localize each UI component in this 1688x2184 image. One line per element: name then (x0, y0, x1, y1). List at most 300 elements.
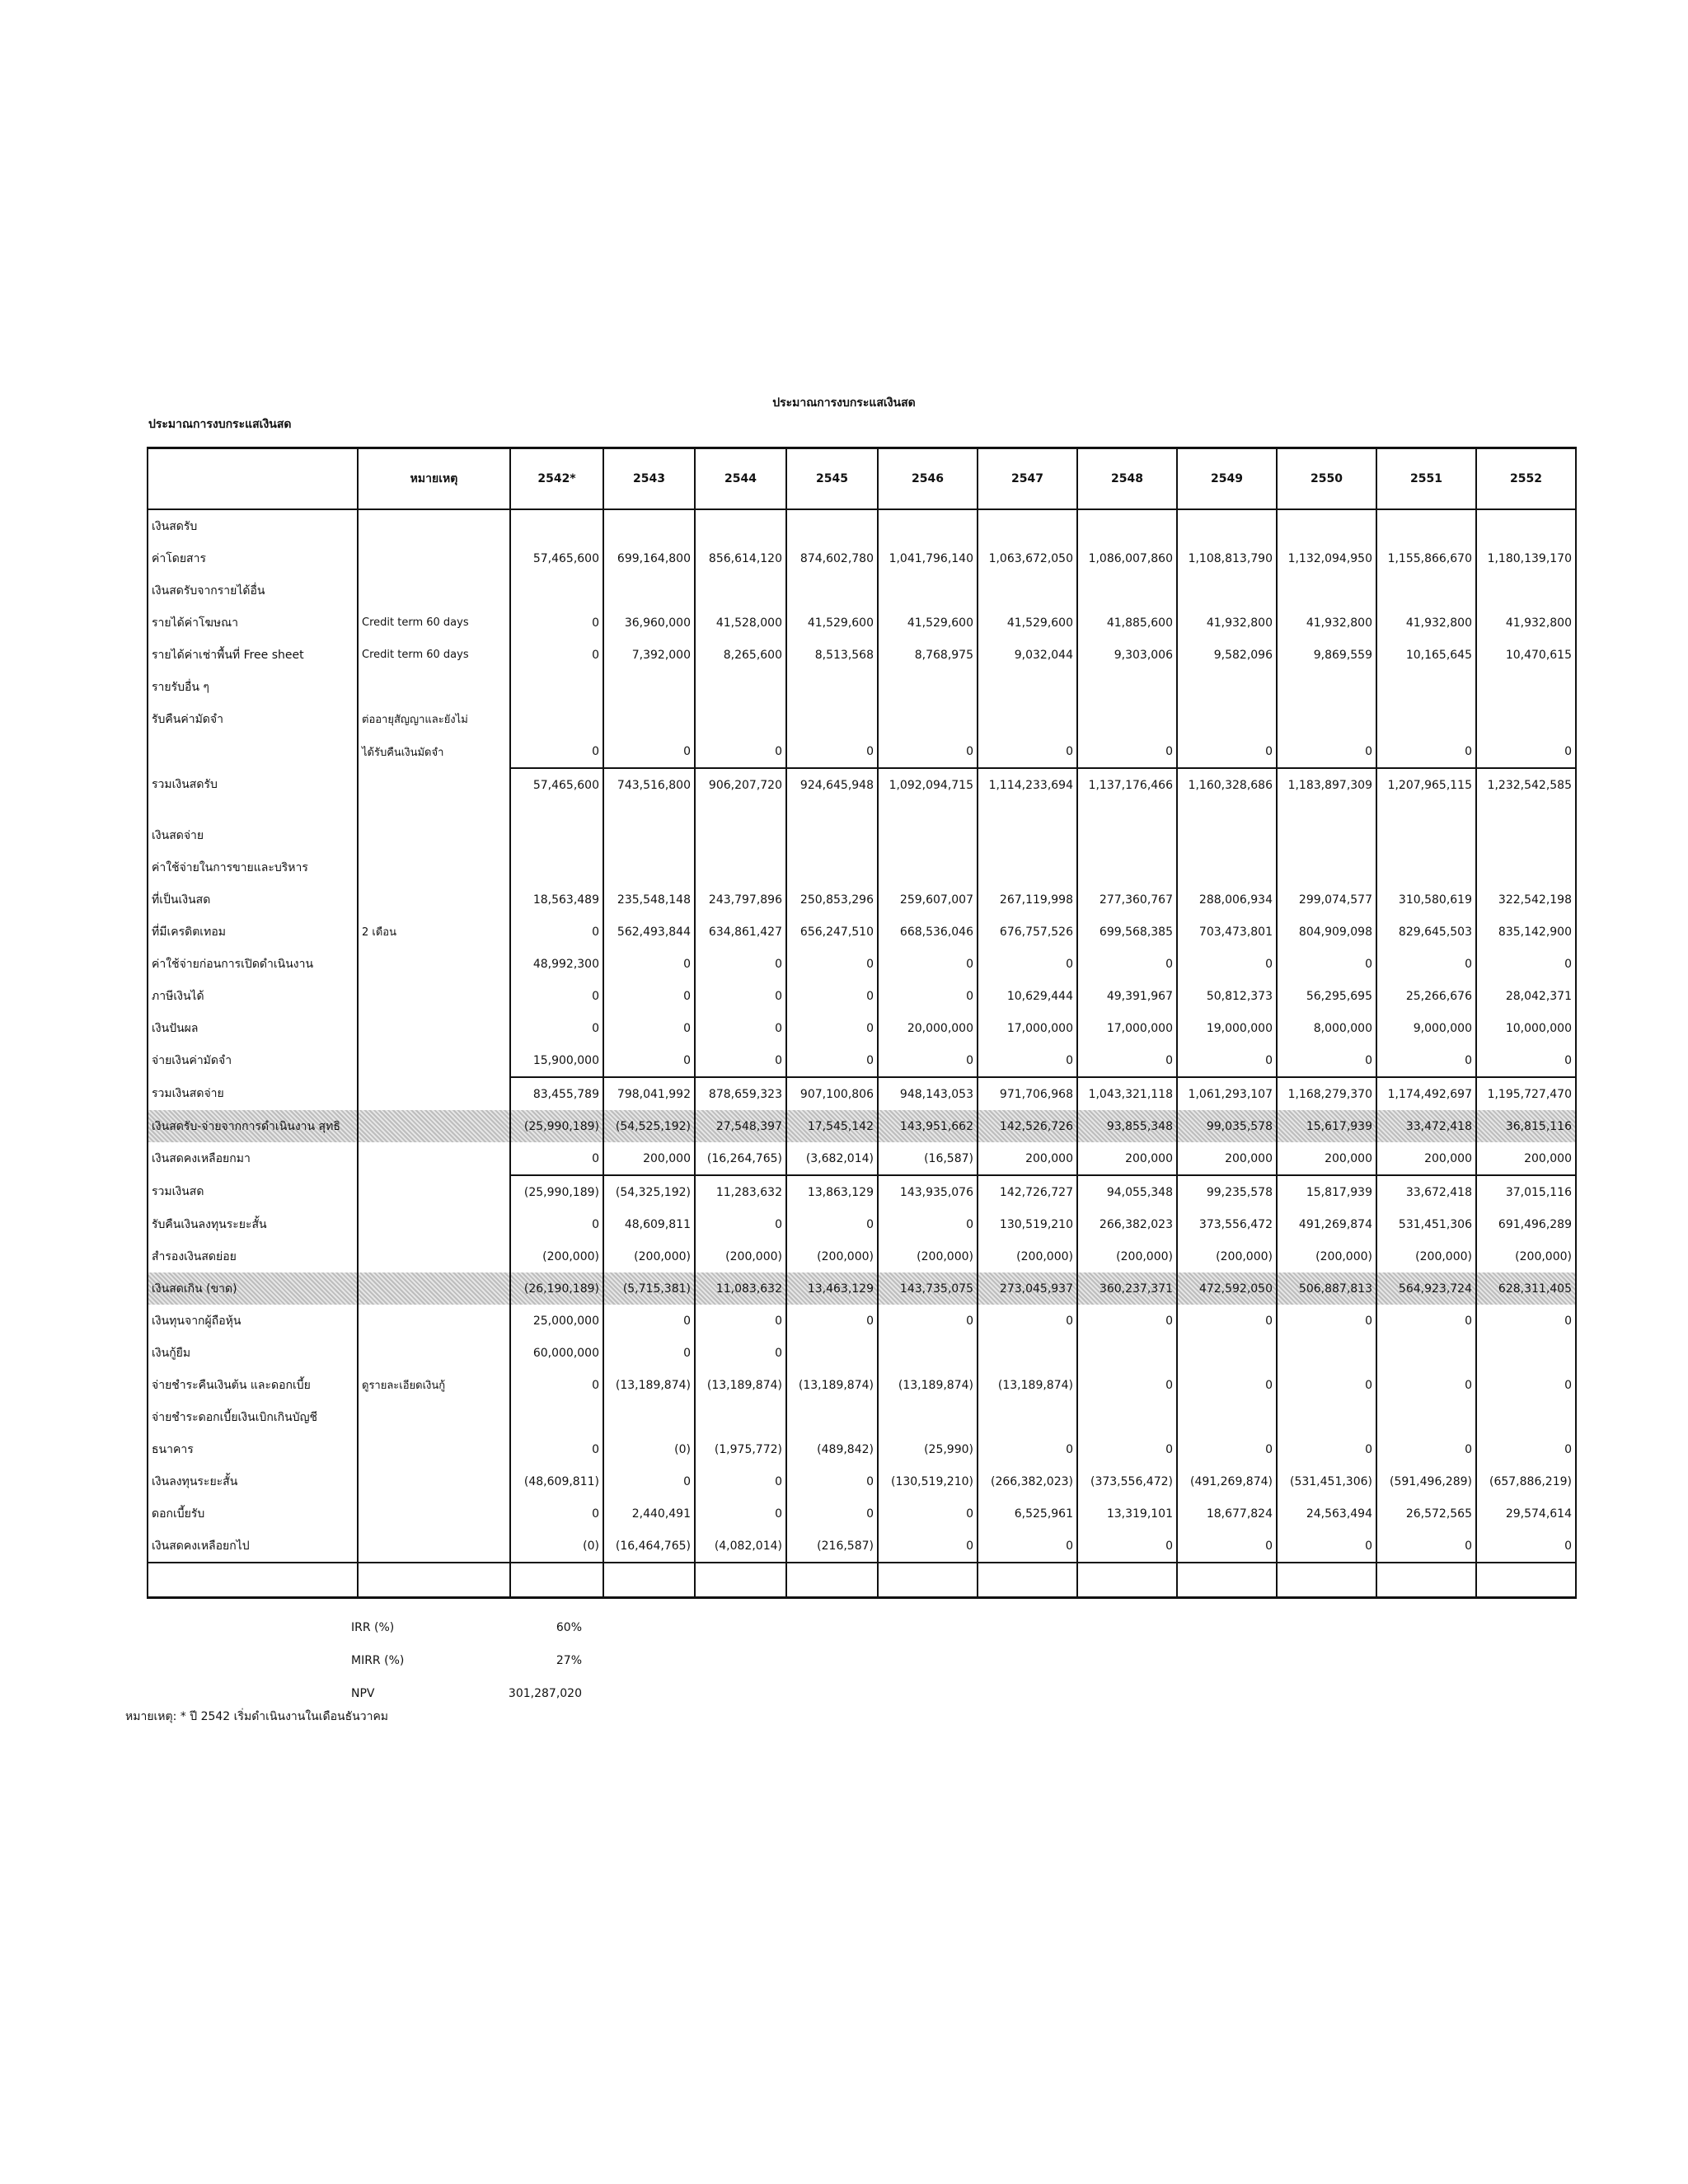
row-label: ภาษีเงินได้ (148, 980, 358, 1012)
value-cell: 93,855,348 (1077, 1110, 1177, 1142)
value-cell: 266,382,023 (1077, 1208, 1177, 1240)
value-cell (1277, 1401, 1376, 1433)
header-year: 2545 (786, 448, 878, 510)
row-note (358, 851, 510, 883)
value-cell (878, 703, 978, 735)
value-cell: 0 (695, 1012, 786, 1044)
value-cell: 0 (1376, 1433, 1476, 1465)
row-label: ค่าใช้จ่ายในการขายและบริหาร (148, 851, 358, 883)
table-row (148, 607, 1576, 639)
table-row (148, 1530, 1576, 1563)
header-blank (148, 448, 358, 510)
spacer-cell (786, 801, 878, 819)
spacer-cell (1376, 801, 1476, 819)
table-row (148, 1369, 1576, 1401)
value-cell: 0 (1177, 1433, 1277, 1465)
value-cell: 691,496,289 (1476, 1208, 1576, 1240)
value-cell: 1,092,094,715 (878, 768, 978, 801)
value-cell: (200,000) (603, 1240, 695, 1272)
value-cell: 699,568,385 (1077, 916, 1177, 948)
value-cell: (200,000) (1077, 1240, 1177, 1272)
value-cell: 250,853,296 (786, 883, 878, 916)
value-cell: 1,061,293,107 (1177, 1077, 1277, 1110)
table-row (148, 1337, 1576, 1369)
value-cell (695, 819, 786, 851)
value-cell: 41,885,600 (1077, 607, 1177, 639)
value-cell: (489,842) (786, 1433, 878, 1465)
value-cell: 1,155,866,670 (1376, 542, 1476, 574)
value-cell (1077, 1401, 1177, 1433)
value-cell: 703,473,801 (1177, 916, 1277, 948)
value-cell: 906,207,720 (695, 768, 786, 801)
value-cell: 200,000 (978, 1142, 1077, 1175)
value-cell: 0 (510, 1142, 603, 1175)
row-note (358, 574, 510, 607)
row-note: ต่ออายุสัญญาและยังไม่ (358, 703, 510, 735)
value-cell: 0 (978, 1433, 1077, 1465)
value-cell (878, 819, 978, 851)
value-cell: 0 (878, 735, 978, 768)
value-cell: 743,516,800 (603, 768, 695, 801)
value-cell: (200,000) (786, 1240, 878, 1272)
value-cell (1476, 574, 1576, 607)
spacer-cell (510, 801, 603, 819)
value-cell: 0 (1476, 1305, 1576, 1337)
row-label: รวมเงินสดจ่าย (148, 1077, 358, 1110)
closing-cell (1277, 1563, 1376, 1598)
value-cell (1277, 1337, 1376, 1369)
value-cell: 41,932,800 (1376, 607, 1476, 639)
header-year: 2548 (1077, 448, 1177, 510)
header-year: 2543 (603, 448, 695, 510)
value-cell: 28,042,371 (1476, 980, 1576, 1012)
value-cell: 48,609,811 (603, 1208, 695, 1240)
value-cell (878, 671, 978, 703)
value-cell (786, 1401, 878, 1433)
value-cell: 41,529,600 (786, 607, 878, 639)
value-cell (878, 1401, 978, 1433)
value-cell: (200,000) (1476, 1240, 1576, 1272)
value-cell: 0 (695, 1305, 786, 1337)
spacer-row (148, 801, 1576, 819)
value-cell: 0 (1277, 948, 1376, 980)
mirr-row (351, 1644, 582, 1677)
value-cell: 1,063,672,050 (978, 542, 1077, 574)
value-cell: 0 (603, 1337, 695, 1369)
value-cell: 10,470,615 (1476, 639, 1576, 671)
row-note (358, 1044, 510, 1077)
value-cell: (200,000) (878, 1240, 978, 1272)
row-note (358, 1305, 510, 1337)
value-cell: 0 (1077, 1369, 1177, 1401)
row-label: รับคืนเงินลงทุนระยะสั้น (148, 1208, 358, 1240)
value-cell: 0 (786, 1497, 878, 1530)
value-cell: (1,975,772) (695, 1433, 786, 1465)
row-note (358, 1337, 510, 1369)
value-cell (510, 703, 603, 735)
row-note (358, 883, 510, 916)
closing-cell (695, 1563, 786, 1598)
value-cell: 829,645,503 (1376, 916, 1476, 948)
value-cell: (25,990,189) (510, 1110, 603, 1142)
value-cell: 0 (786, 1465, 878, 1497)
value-cell: 0 (695, 1497, 786, 1530)
table-row (148, 1465, 1576, 1497)
table-row (148, 1012, 1576, 1044)
value-cell: 0 (1077, 1530, 1177, 1563)
value-cell: (16,464,765) (603, 1530, 695, 1563)
value-cell: 17,545,142 (786, 1110, 878, 1142)
value-cell (1277, 703, 1376, 735)
row-label: เงินสดจ่าย (148, 819, 358, 851)
value-cell (786, 1337, 878, 1369)
closing-cell (1177, 1563, 1277, 1598)
value-cell: 0 (978, 1305, 1077, 1337)
value-cell: 17,000,000 (978, 1012, 1077, 1044)
value-cell: 15,900,000 (510, 1044, 603, 1077)
value-cell (695, 671, 786, 703)
value-cell: (25,990,189) (510, 1175, 603, 1208)
value-cell: 243,797,896 (695, 883, 786, 916)
closing-cell (603, 1563, 695, 1598)
value-cell: 0 (786, 1305, 878, 1337)
footnote: หมายเหตุ: * ปี 2542 เริ่มดำเนินงานในเดือนธันวาคม (125, 1710, 389, 1723)
header-year: 2549 (1177, 448, 1277, 510)
value-cell: 0 (603, 948, 695, 980)
value-cell: 18,563,489 (510, 883, 603, 916)
row-note (358, 1433, 510, 1465)
table-row (148, 1044, 1576, 1077)
value-cell: (13,189,874) (695, 1369, 786, 1401)
value-cell: 36,960,000 (603, 607, 695, 639)
value-cell (510, 574, 603, 607)
value-cell: 0 (1277, 735, 1376, 768)
value-cell (1476, 509, 1576, 542)
header-year: 2550 (1277, 448, 1376, 510)
value-cell (1476, 851, 1576, 883)
value-cell: 50,812,373 (1177, 980, 1277, 1012)
value-cell: 0 (786, 1044, 878, 1077)
spacer-cell (1077, 801, 1177, 819)
row-label: เงินลงทุนระยะสั้น (148, 1465, 358, 1497)
value-cell: 0 (1476, 1044, 1576, 1077)
row-note (358, 768, 510, 801)
row-label: เงินทุนจากผู้ถือหุ้น (148, 1305, 358, 1337)
row-label: รวมเงินสด (148, 1175, 358, 1208)
value-cell: 259,607,007 (878, 883, 978, 916)
value-cell (695, 703, 786, 735)
value-cell (603, 851, 695, 883)
mirr-label: MIRR (%) (351, 1654, 405, 1667)
mirr-value: 27% (556, 1654, 582, 1667)
value-cell (1376, 851, 1476, 883)
value-cell: 143,935,076 (878, 1175, 978, 1208)
value-cell: 0 (695, 1044, 786, 1077)
value-cell: 562,493,844 (603, 916, 695, 948)
value-cell (786, 819, 878, 851)
value-cell: (200,000) (1277, 1240, 1376, 1272)
value-cell: 0 (1376, 1305, 1476, 1337)
value-cell (1077, 671, 1177, 703)
closing-cell (878, 1563, 978, 1598)
value-cell: 1,132,094,950 (1277, 542, 1376, 574)
irr-row (351, 1611, 582, 1644)
value-cell: 0 (1177, 1044, 1277, 1077)
value-cell: 0 (695, 1208, 786, 1240)
value-cell: 0 (510, 1012, 603, 1044)
row-note (358, 1497, 510, 1530)
value-cell: 0 (603, 980, 695, 1012)
value-cell: 1,137,176,466 (1077, 768, 1177, 801)
row-note: ดูรายละเอียดเงินกู้ (358, 1369, 510, 1401)
value-cell: 0 (1476, 1433, 1576, 1465)
value-cell: 0 (1177, 1305, 1277, 1337)
value-cell (1476, 703, 1576, 735)
row-note: ได้รับคืนเงินมัดจำ (358, 735, 510, 768)
table-row (148, 980, 1576, 1012)
value-cell (1476, 1337, 1576, 1369)
value-cell: 11,283,632 (695, 1175, 786, 1208)
value-cell: 6,525,961 (978, 1497, 1077, 1530)
value-cell: 33,672,418 (1376, 1175, 1476, 1208)
value-cell: 0 (603, 1012, 695, 1044)
spacer-cell (358, 801, 510, 819)
value-cell: 200,000 (603, 1142, 695, 1175)
value-cell: 0 (510, 916, 603, 948)
value-cell: 13,319,101 (1077, 1497, 1177, 1530)
value-cell: 15,617,939 (1277, 1110, 1376, 1142)
closing-cell (510, 1563, 603, 1598)
value-cell (1177, 1401, 1277, 1433)
table-row (148, 1401, 1576, 1433)
value-cell: 9,582,096 (1177, 639, 1277, 671)
row-label: ค่าใช้จ่ายก่อนการเปิดดำเนินงาน (148, 948, 358, 980)
header-year: 2546 (878, 448, 978, 510)
value-cell (878, 851, 978, 883)
value-cell (1177, 851, 1277, 883)
value-cell: 11,083,632 (695, 1272, 786, 1305)
row-label: ธนาคาร (148, 1433, 358, 1465)
header-note: หมายเหตุ (358, 448, 510, 510)
value-cell (978, 509, 1077, 542)
cash-flow-table (147, 447, 1577, 1599)
value-cell: 1,043,321,118 (1077, 1077, 1177, 1110)
row-label: เงินสดรับจากรายได้อื่น (148, 574, 358, 607)
value-cell: 200,000 (1476, 1142, 1576, 1175)
value-cell: 1,168,279,370 (1277, 1077, 1376, 1110)
npv-label: NPV (351, 1687, 375, 1700)
value-cell: 656,247,510 (786, 916, 878, 948)
value-cell: 0 (878, 1305, 978, 1337)
table-row (148, 1240, 1576, 1272)
value-cell: 0 (603, 735, 695, 768)
value-cell: 804,909,098 (1277, 916, 1376, 948)
value-cell (510, 671, 603, 703)
value-cell: 1,195,727,470 (1476, 1077, 1576, 1110)
value-cell: 19,000,000 (1177, 1012, 1277, 1044)
row-label: เงินสดคงเหลือยกไป (148, 1530, 358, 1563)
row-note (358, 509, 510, 542)
left-title: ประมาณการงบกระแสเงินสด (148, 418, 292, 431)
value-cell (978, 703, 1077, 735)
row-note (358, 819, 510, 851)
value-cell (1077, 819, 1177, 851)
value-cell (510, 819, 603, 851)
irr-label: IRR (%) (351, 1621, 395, 1634)
value-cell: 8,000,000 (1277, 1012, 1376, 1044)
value-cell (1177, 1337, 1277, 1369)
row-note (358, 1077, 510, 1110)
value-cell: 57,465,600 (510, 768, 603, 801)
value-cell: 0 (510, 639, 603, 671)
value-cell: 36,815,116 (1476, 1110, 1576, 1142)
value-cell (1177, 819, 1277, 851)
value-cell (786, 509, 878, 542)
table-row (148, 1433, 1576, 1465)
value-cell (978, 1401, 1077, 1433)
value-cell: 0 (603, 1465, 695, 1497)
row-note: Credit term 60 days (358, 639, 510, 671)
value-cell: 0 (1177, 1530, 1277, 1563)
value-cell: (26,190,189) (510, 1272, 603, 1305)
value-cell: 27,548,397 (695, 1110, 786, 1142)
value-cell: 360,237,371 (1077, 1272, 1177, 1305)
value-cell: 506,887,813 (1277, 1272, 1376, 1305)
value-cell (1077, 1337, 1177, 1369)
header-year: 2542* (510, 448, 603, 510)
value-cell: 0 (1476, 948, 1576, 980)
value-cell: 0 (510, 980, 603, 1012)
value-cell: 0 (1077, 1044, 1177, 1077)
value-cell: (591,496,289) (1376, 1465, 1476, 1497)
value-cell (510, 851, 603, 883)
value-cell: 907,100,806 (786, 1077, 878, 1110)
row-note (358, 1401, 510, 1433)
spacer-cell (1177, 801, 1277, 819)
value-cell: 1,108,813,790 (1177, 542, 1277, 574)
spacer-cell (603, 801, 695, 819)
value-cell: 0 (1177, 735, 1277, 768)
value-cell: 878,659,323 (695, 1077, 786, 1110)
value-cell (1376, 819, 1476, 851)
value-cell: 971,706,968 (978, 1077, 1077, 1110)
closing-cell (358, 1563, 510, 1598)
value-cell: 267,119,998 (978, 883, 1077, 916)
table-row (148, 639, 1576, 671)
value-cell: 628,311,405 (1476, 1272, 1576, 1305)
closing-cell (978, 1563, 1077, 1598)
value-cell: 0 (1177, 1369, 1277, 1401)
row-note (358, 1208, 510, 1240)
value-cell: 41,529,600 (878, 607, 978, 639)
value-cell: 49,391,967 (1077, 980, 1177, 1012)
value-cell: (13,189,874) (786, 1369, 878, 1401)
value-cell (1177, 509, 1277, 542)
value-cell: 0 (786, 1208, 878, 1240)
header-year: 2544 (695, 448, 786, 510)
value-cell (978, 819, 1077, 851)
value-cell (786, 574, 878, 607)
spacer-cell (878, 801, 978, 819)
value-cell: 0 (1277, 1044, 1376, 1077)
value-cell: 0 (878, 1497, 978, 1530)
value-cell: (200,000) (510, 1240, 603, 1272)
row-label: เงินกู้ยืม (148, 1337, 358, 1369)
value-cell (1376, 703, 1476, 735)
value-cell: 0 (1376, 1369, 1476, 1401)
value-cell: 299,074,577 (1277, 883, 1376, 916)
value-cell (1277, 819, 1376, 851)
value-cell: 0 (1376, 948, 1476, 980)
value-cell: 0 (1077, 1305, 1177, 1337)
value-cell (695, 574, 786, 607)
npv-value: 301,287,020 (508, 1687, 582, 1700)
value-cell: 41,932,800 (1177, 607, 1277, 639)
value-cell: 491,269,874 (1277, 1208, 1376, 1240)
value-cell: (266,382,023) (978, 1465, 1077, 1497)
value-cell: 0 (695, 1465, 786, 1497)
row-label: เงินสดรับ (148, 509, 358, 542)
value-cell: 9,303,006 (1077, 639, 1177, 671)
value-cell: (3,682,014) (786, 1142, 878, 1175)
table-row (148, 1208, 1576, 1240)
value-cell: 310,580,619 (1376, 883, 1476, 916)
value-cell: (531,451,306) (1277, 1465, 1376, 1497)
value-cell: 142,726,727 (978, 1175, 1077, 1208)
value-cell: 0 (1476, 735, 1576, 768)
value-cell (603, 1401, 695, 1433)
value-cell: 0 (978, 735, 1077, 768)
value-cell (695, 509, 786, 542)
value-cell: 60,000,000 (510, 1337, 603, 1369)
table-row (148, 1142, 1576, 1175)
value-cell: 924,645,948 (786, 768, 878, 801)
value-cell: 9,032,044 (978, 639, 1077, 671)
row-note (358, 1530, 510, 1563)
row-note (358, 1175, 510, 1208)
value-cell: 0 (878, 1044, 978, 1077)
value-cell: 18,677,824 (1177, 1497, 1277, 1530)
value-cell: 0 (1077, 735, 1177, 768)
value-cell: 13,463,129 (786, 1272, 878, 1305)
row-note (358, 1465, 510, 1497)
table-row (148, 1272, 1576, 1305)
table-row (148, 671, 1576, 703)
value-cell: (0) (603, 1433, 695, 1465)
value-cell (1277, 851, 1376, 883)
value-cell: 0 (1376, 735, 1476, 768)
value-cell (786, 703, 878, 735)
row-label: รายได้ค่าเช่าพื้นที่ Free sheet (148, 639, 358, 671)
row-note (358, 1240, 510, 1272)
value-cell (1177, 671, 1277, 703)
value-cell: (25,990) (878, 1433, 978, 1465)
value-cell: (0) (510, 1530, 603, 1563)
value-cell: 0 (878, 1208, 978, 1240)
value-cell (510, 509, 603, 542)
value-cell: 0 (978, 948, 1077, 980)
value-cell: 0 (603, 1044, 695, 1077)
table-row (148, 851, 1576, 883)
value-cell (1077, 574, 1177, 607)
value-cell (603, 819, 695, 851)
row-note: 2 เดือน (358, 916, 510, 948)
center-title: ประมาณการงบกระแสเงินสด (772, 396, 916, 410)
value-cell: 7,392,000 (603, 639, 695, 671)
table-row (148, 1110, 1576, 1142)
value-cell: 10,165,645 (1376, 639, 1476, 671)
table-row (148, 916, 1576, 948)
